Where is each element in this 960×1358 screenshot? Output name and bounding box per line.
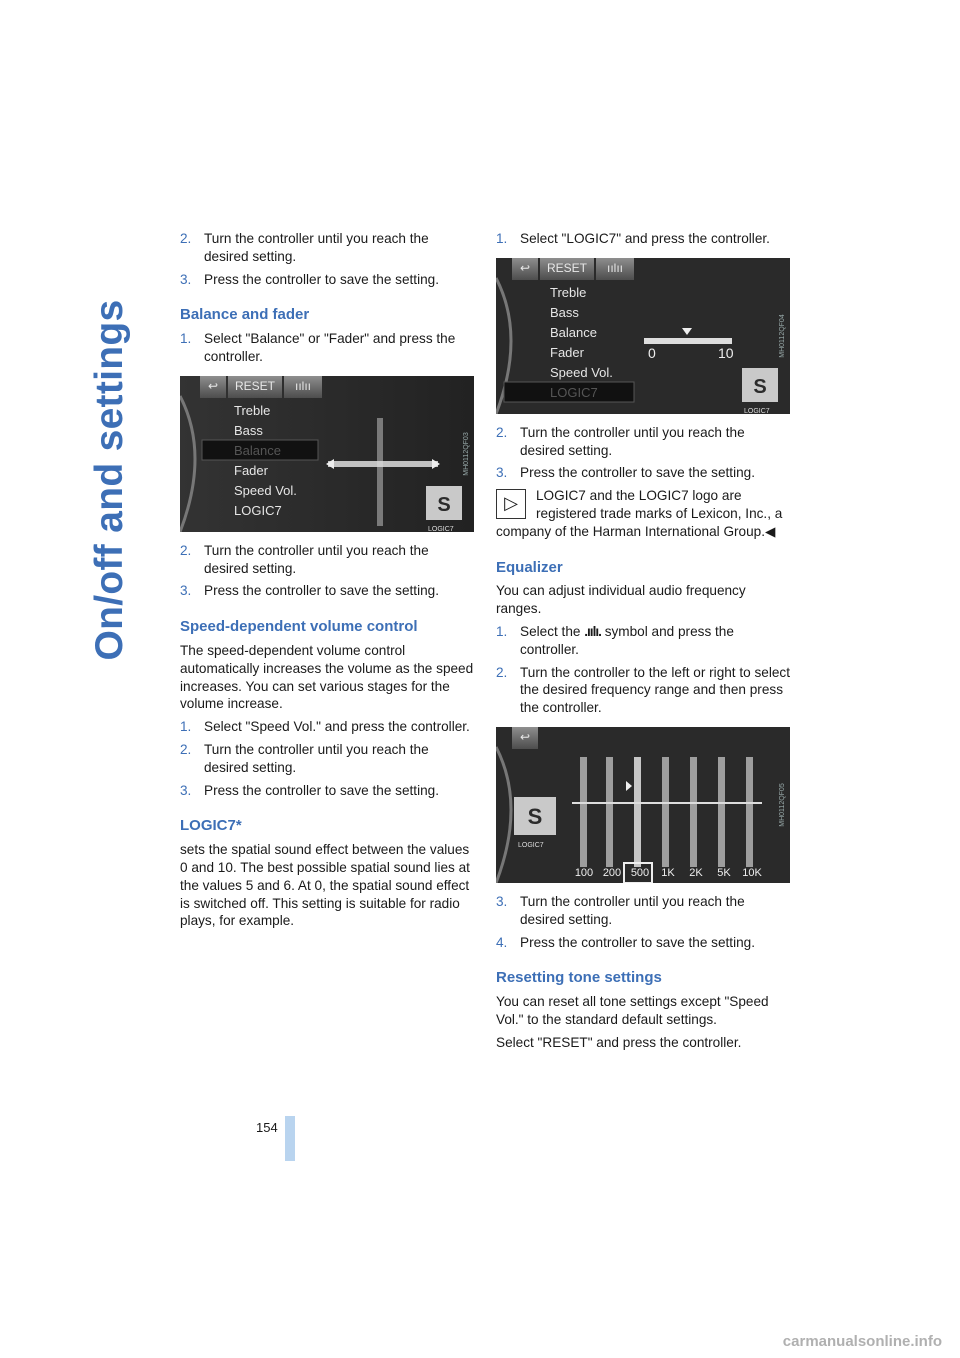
paragraph: sets the spatial sound effect between the values 0 and 10. The best possible spatial sound lies at the values 5 and 6. At 0, the spatial sound effect is switched off. This setting is suitable for radio plays, for example. [180,842,470,929]
heading-balance-fader: Balance and fader [180,306,310,324]
reset-button: RESET [228,376,282,398]
equalizer-symbol-icon: .ıılı. [584,623,601,639]
paragraph: The speed-dependent volume control automatically increases the volume as the speed increases. You can set various stages for the volume increase. [180,642,474,712]
column-right [496,230,792,1057]
back-icon: ↩ [200,376,226,398]
site-watermark: carmanualsonline.info [782,1333,942,1350]
list-item: 3. Press the controller to save the setting. [496,465,755,481]
equalizer-icon: ıılıı [284,376,322,398]
list-item: 2. Turn the controller until you reach the desired setting. [496,424,745,458]
back-icon: ↩ [512,727,538,749]
slider-max-label: 10 [718,344,734,361]
screen-equalizer: S ↩ LOGIC7 100 200 500 1K 2K 5K 10K MH0112QF05 [496,727,790,883]
slider-min-label: 0 [648,344,656,361]
note-arrow-icon: ▷ [496,489,526,519]
back-icon: ↩ [512,258,538,280]
list-item: 1. Select "Speed Vol." and press the controller. [180,719,470,735]
heading-logic7: LOGIC7* [180,817,242,835]
svg-text:S: S [527,803,543,829]
paragraph: You can reset all tone settings except "Speed Vol." to the standard default settings. [496,994,769,1027]
svg-text:S: S [753,375,767,398]
list-item: 1. Select "LOGIC7" and press the controller. [496,231,770,246]
note-block: ▷ LOGIC7 and the LOGIC7 logo are registered trade marks of Lexicon, Inc., a company of the Harman International Group.◀ [496,488,783,539]
page-footer-bar [285,1116,295,1161]
list-item: 3. Turn the controller until you reach the desired setting. [496,893,745,927]
heading-equalizer: Equalizer [496,558,563,576]
section-side-title: On/off and settings [88,299,131,661]
column-left [180,230,475,935]
list-item: 2. Turn the controller until you reach the desired setting. [180,741,429,775]
heading-reset: Resetting tone settings [496,969,662,987]
screen-balance: S ↩ RESET ıılıı Treble Bass Balance Fader Speed Vol. LOGIC7 LOGIC7 MH0112QF03 [180,376,474,532]
screen-menu: Treble Bass Balance Fader Speed Vol. LOGIC7 [234,402,297,518]
screen-menu: Treble Bass Balance Fader Speed Vol. LOGIC7 [550,284,613,400]
reset-button: RESET [540,258,594,280]
list-item: 4. Press the controller to save the setting. [496,934,755,950]
list-item: 3. Press the controller to save the setting. [180,782,439,798]
list-item: 1. Select the .ıılı. symbol and press the controller. [496,623,734,657]
list-item: 1. Select "Balance" or "Fader" and press the controller. [180,331,456,364]
logic7-logo-text: LOGIC7 [744,407,770,414]
screen-toolbar [512,258,636,280]
eq-band-labels: 100 200 500 1K 2K 5K 10K [574,866,762,879]
list-item: 2. Turn the controller until you reach the desired setting. [180,542,429,576]
list-item: 2. Turn the controller until you reach the desired setting. [180,231,429,264]
list-item: 2. Turn the controller to the left or right to select the desired frequency range and then press the controller. [496,664,790,716]
screen-toolbar [200,376,324,398]
screen-logic7: S ↩ RESET ıılıı Treble Bass Balance Fader Speed Vol. LOGIC7 0 10 LOGIC7 MH0112QF04 [496,258,790,414]
equalizer-icon: ıılıı [596,258,634,280]
screen-toolbar [512,727,540,749]
logic7-logo-text: LOGIC7 [428,525,454,532]
paragraph: You can adjust individual audio frequency ranges. [496,583,746,617]
logic7-logo-text: LOGIC7 [518,841,544,849]
svg-text:S: S [437,493,451,516]
paragraph: Select "RESET" and press the controller. [496,1034,742,1050]
list-item: 3. Press the controller to save the setting. [180,271,439,287]
page-number: 154 [256,1120,278,1135]
heading-speed-volume: Speed-dependent volume control [180,618,418,636]
list-item: 3. Press the controller to save the setting. [180,583,439,599]
